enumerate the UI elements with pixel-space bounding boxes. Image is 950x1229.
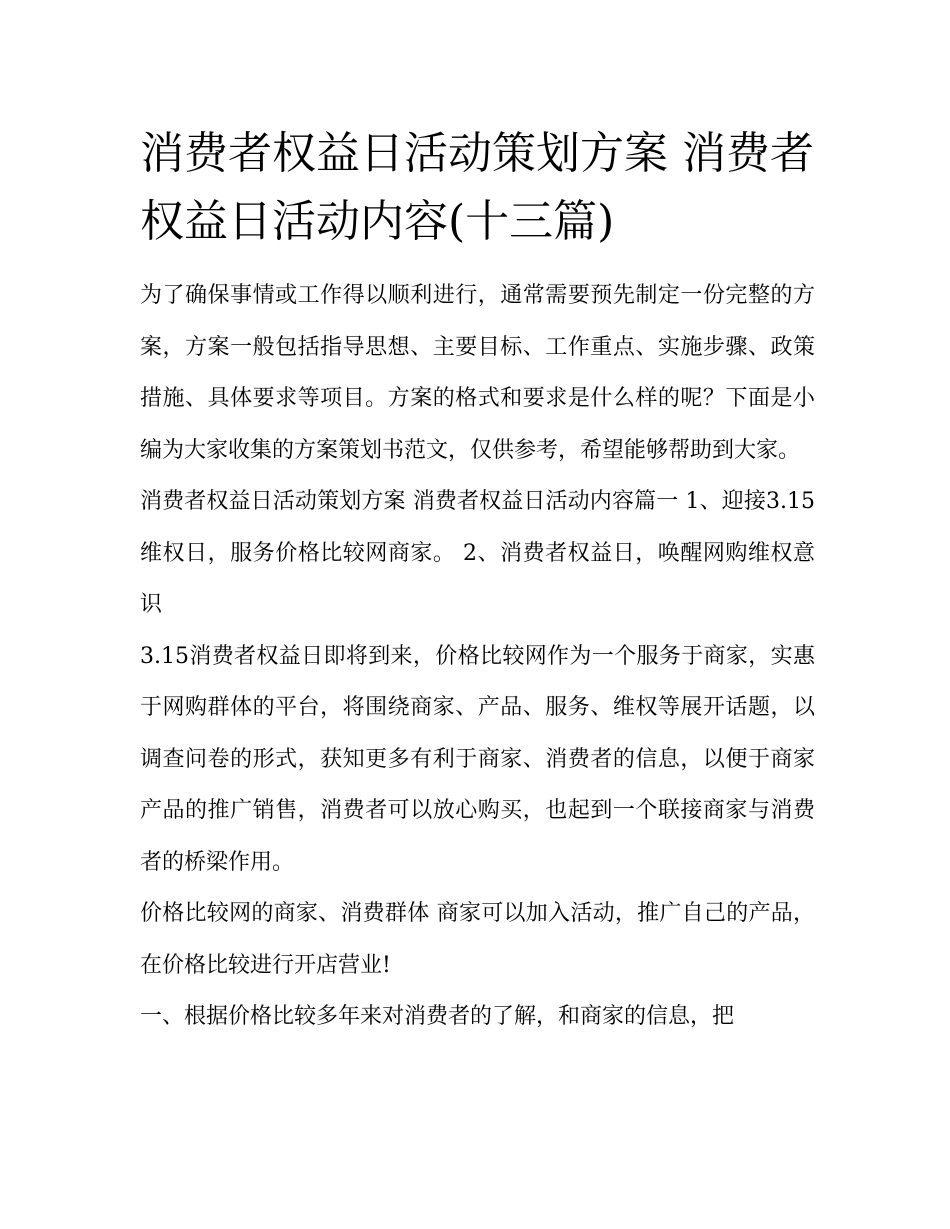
paragraph-background: 3.15消费者权益日即将到来，价格比较网作为一个服务于商家，实惠于网购群体的平台，将围绕商家、产品、服务、维权等展开话题，以调查问卷的形式，获知更多有利于商家、消费者的信息，以便于商家产品的推广销售，消费者可以放心购买，也起到一个联接商家与消费者的桥梁作用。 bbox=[140, 643, 815, 875]
document-title: 消费者权益日活动策划方案 消费者权益日活动内容(十三篇) bbox=[140, 128, 814, 247]
document-body bbox=[140, 120, 815, 1043]
paragraph-intro: 为了确保事情或工作得以顺利进行，通常需要预先制定一份完整的方案，方案一般包括指导思想、主要目标、工作重点、实施步骤、政策措施、具体要求等项目。方案的格式和要求是什么样的呢？下面是小编为大家收集的方案策划书范文，仅供参考，希望能够帮助到大家。 bbox=[140, 283, 815, 463]
paragraph-section-one: 消费者权益日活动策划方案 消费者权益日活动内容篇一 1、迎接3.15维权日，服务价格比较网商家。 2、消费者权益日，唤醒网购维权意识 bbox=[140, 489, 815, 617]
paragraph-point-one: 一、根据价格比较多年来对消费者的了解，和商家的信息，把 bbox=[140, 1004, 735, 1029]
paragraph-target-audience: 价格比较网的商家、消费群体 商家可以加入活动，推广自己的产品，在价格比较进行开店营业! bbox=[140, 901, 815, 978]
